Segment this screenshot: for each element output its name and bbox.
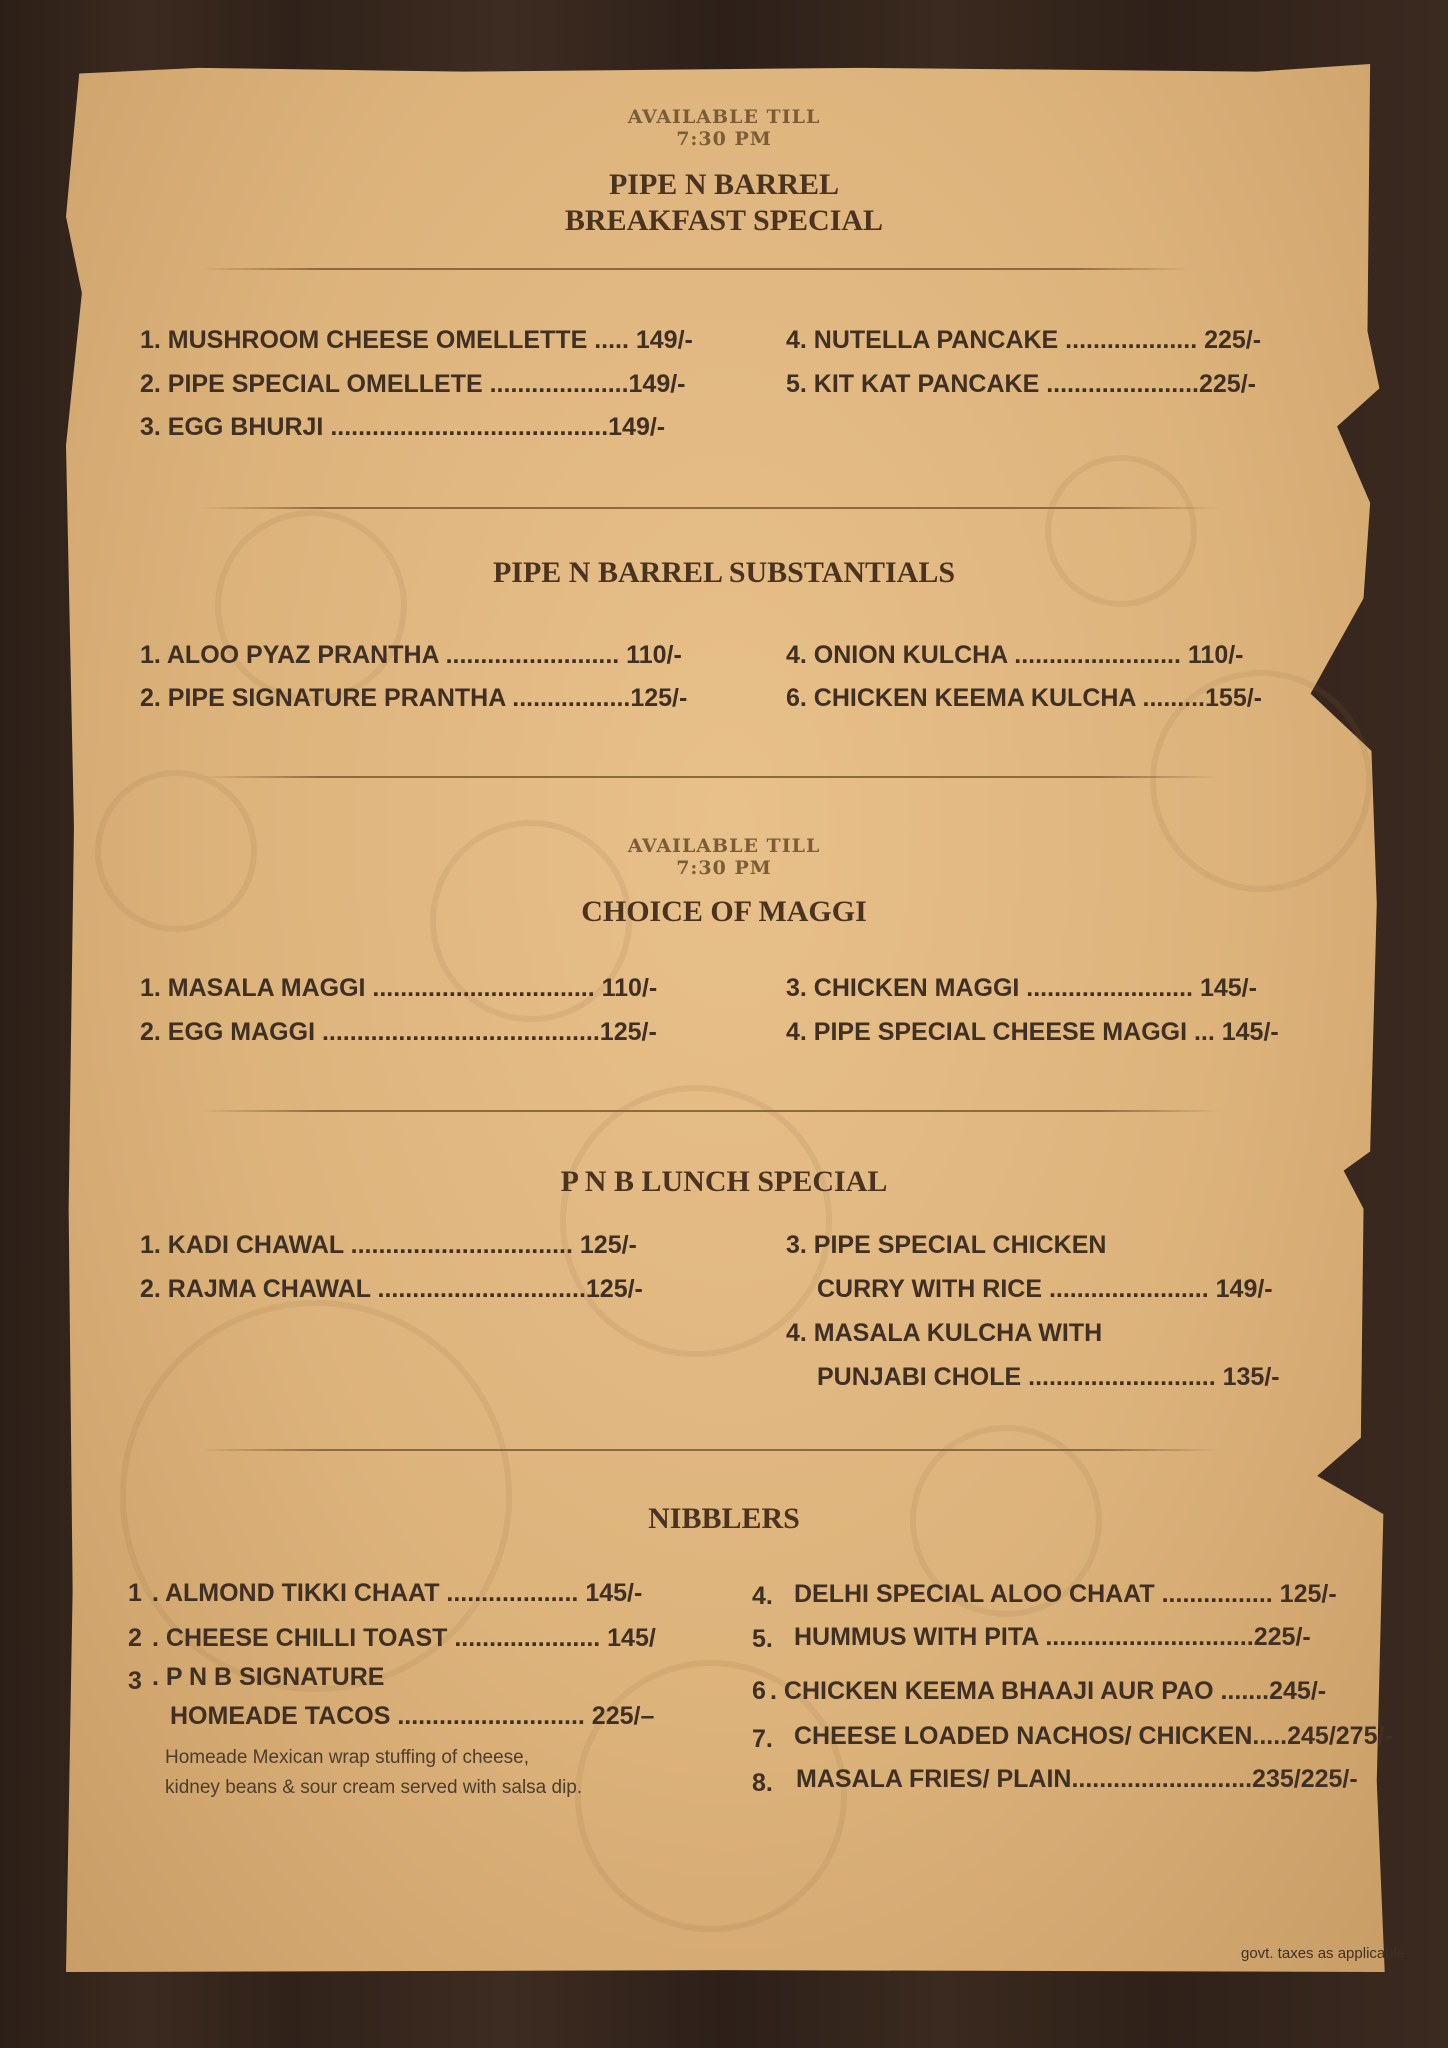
tax-note: govt. taxes as applicable [1241,1945,1406,1962]
item-number: 4. [752,1582,773,1610]
section-title-nibblers: NIBBLERS [648,1502,800,1535]
menu-item: 2. PIPE SPECIAL OMELLETE ....................149/- [140,370,686,398]
menu-item: 3. EGG BHURJI ........................................149/- [140,413,666,441]
menu-item: . CHICKEN KEEMA BHAAJI AUR PAO .......245/- [770,1677,1327,1705]
menu-item-continued: HOMEADE TACOS ........................... 225/– [170,1702,655,1730]
item-number: 2 [128,1624,142,1652]
item-number: 8. [752,1769,773,1797]
item-number: 6 [752,1677,766,1705]
decorative-plate-sketch [560,1085,832,1357]
item-number: 1 [128,1579,142,1607]
menu-item: 2. EGG MAGGI ........................................125/- [140,1018,657,1046]
menu-item: 1. ALOO PYAZ PRANTHA ......................... 110/- [140,641,682,669]
menu-item: 1. MUSHROOM CHEESE OMELLETTE ..... 149/- [140,326,693,354]
menu-item: 4. NUTELLA PANCAKE ................... 225/- [786,326,1262,354]
menu-item-continued: CURRY WITH RICE ....................... 149/- [817,1275,1273,1303]
menu-item: 2. PIPE SIGNATURE PRANTHA .................125/- [140,684,688,712]
menu-item: 4. MASALA KULCHA WITH [786,1319,1103,1347]
menu-item: . P N B SIGNATURE [152,1663,385,1691]
availability-time: 7:30 PM [676,128,772,150]
section-divider [200,507,1220,509]
section-divider [200,1110,1220,1112]
section-title-substantials: PIPE N BARREL SUBSTANTIALS [492,556,956,589]
menu-item: 1. MASALA MAGGI ................................ 110/- [140,974,658,1002]
menu-item: 5. KIT KAT PANCAKE ......................225/- [786,370,1256,398]
menu-item: . CHEESE CHILLI TOAST ..................... 145/ [152,1624,656,1652]
menu-item: 4. ONION KULCHA ........................ 110/- [786,641,1244,669]
section-divider [200,268,1190,270]
menu-item: MASALA FRIES/ PLAIN..........................235/225/- [796,1765,1358,1793]
menu-item: CHEESE LOADED NACHOS/ CHICKEN.....245/275/- [794,1722,1393,1750]
section-divider [200,776,1220,778]
menu-item: 4. PIPE SPECIAL CHEESE MAGGI ... 145/- [786,1018,1279,1046]
menu-item: HUMMUS WITH PITA ..............................225/- [794,1623,1311,1651]
section-title-lunch: P N B LUNCH SPECIAL [560,1165,888,1198]
section-title-breakfast-line2: BREAKFAST SPECIAL [564,204,884,237]
section-title-breakfast-line1: PIPE N BARREL [608,168,840,201]
decorative-plate-sketch [215,510,407,702]
menu-item: . ALMOND TIKKI CHAAT ................... 145/- [152,1579,643,1607]
item-number: 5. [752,1625,773,1653]
section-divider [200,1449,1220,1451]
item-description: Homeade Mexican wrap stuffing of cheese, [165,1747,530,1768]
menu-item-continued: PUNJABI CHOLE ........................... 135/- [817,1363,1280,1391]
availability-label: AVAILABLE TILL [627,106,821,128]
menu-item: 3. CHICKEN MAGGI ........................ 145/- [786,974,1257,1002]
availability-label: AVAILABLE TILL [627,835,821,857]
item-number: 7. [752,1725,773,1753]
menu-item: 3. PIPE SPECIAL CHICKEN [786,1231,1107,1259]
menu-item: 2. RAJMA CHAWAL ..............................125/- [140,1275,643,1303]
menu-item: 1. KADI CHAWAL ................................ 125/- [140,1231,637,1259]
item-number: 3 [128,1667,142,1695]
section-title-maggi: CHOICE OF MAGGI [581,895,867,928]
menu-item: 6. CHICKEN KEEMA KULCHA .........155/- [786,684,1262,712]
availability-time: 7:30 PM [676,857,772,879]
menu-item: DELHI SPECIAL ALOO CHAAT ................ 125/- [794,1580,1337,1608]
item-description: kidney beans & sour cream served with salsa dip. [165,1777,583,1798]
